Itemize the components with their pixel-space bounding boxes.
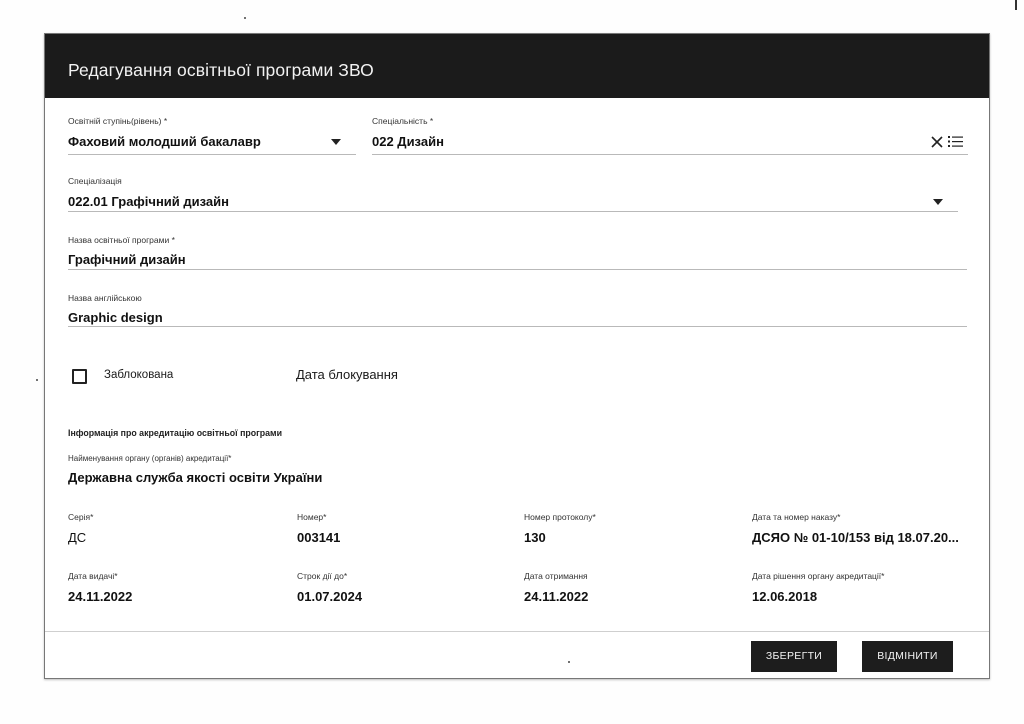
blocked-label: Заблокована <box>104 369 174 381</box>
education-level-select[interactable] <box>68 116 356 156</box>
received-date-value: 24.11.2022 <box>524 589 589 604</box>
accreditation-authority-label: Найменування органу (органів) акредитації* <box>68 454 232 463</box>
education-level-underline <box>68 154 356 155</box>
program-name-input[interactable] <box>68 235 967 271</box>
dialog-header <box>45 34 989 98</box>
close-icon[interactable] <box>930 135 944 149</box>
protocol-number-label: Номер протоколу* <box>524 512 596 522</box>
program-name-en-value: Graphic design <box>68 310 163 325</box>
specialization-label: Спеціалізація <box>68 176 122 186</box>
accreditation-authority-field <box>68 454 468 486</box>
received-date-label: Дата отримання <box>524 571 588 581</box>
scan-speck <box>244 17 246 19</box>
number-value: 003141 <box>297 530 341 545</box>
list-icon[interactable] <box>947 134 964 149</box>
save-button[interactable]: ЗБЕРЕГТИ <box>751 641 837 672</box>
issue-date-value: 24.11.2022 <box>68 589 133 604</box>
valid-until-value: 01.07.2024 <box>297 589 363 604</box>
issue-date-field <box>68 571 268 605</box>
series-field <box>68 512 268 546</box>
program-name-en-input[interactable] <box>68 293 967 329</box>
specialty-select[interactable] <box>372 116 968 156</box>
specialty-label: Спеціальність * <box>372 116 434 126</box>
scan-speck <box>36 379 38 381</box>
dialog-title: Редагування освітньої програми ЗВО <box>68 60 374 80</box>
cancel-button[interactable]: ВІДМІНИТИ <box>862 641 953 672</box>
specialization-value: 022.01 Графічний дизайн <box>68 194 230 209</box>
accreditation-section-title: Інформація про акредитацію освітньої програми <box>68 428 282 438</box>
valid-until-field <box>297 571 497 605</box>
program-name-en-underline <box>68 326 967 327</box>
program-name-en-label: Назва англійською <box>68 293 142 303</box>
program-name-label: Назва освітньої програми * <box>68 235 175 245</box>
decision-date-value: 12.06.2018 <box>752 589 818 604</box>
program-name-value: Графічний дизайн <box>68 252 186 267</box>
number-field <box>297 512 497 546</box>
chevron-down-icon[interactable] <box>331 139 341 145</box>
series-label: Серія* <box>68 512 94 522</box>
order-label: Дата та номер наказу* <box>752 512 841 522</box>
issue-date-label: Дата видачі* <box>68 571 118 581</box>
order-value: ДСЯО № 01-10/153 від 18.07.20... <box>752 530 959 545</box>
specialty-value: 022 Дизайн <box>372 134 444 149</box>
specialty-underline <box>372 154 968 155</box>
series-value: ДС <box>68 530 87 545</box>
valid-until-label: Строк дії до* <box>297 571 348 581</box>
program-name-underline <box>68 269 967 270</box>
scan-speck <box>568 661 570 663</box>
edge-mark <box>1015 0 1017 10</box>
received-date-field <box>524 571 724 605</box>
specialization-select[interactable] <box>68 176 958 214</box>
accreditation-authority-value: Державна служба якості освіти України <box>68 470 323 485</box>
blocked-checkbox[interactable] <box>72 369 87 384</box>
block-date-field[interactable]: Дата блокування <box>296 367 398 382</box>
chevron-down-icon[interactable] <box>933 199 943 205</box>
edit-program-dialog <box>44 33 990 679</box>
protocol-number-value: 130 <box>524 530 546 545</box>
decision-date-field <box>752 571 977 605</box>
order-field <box>752 512 977 546</box>
decision-date-label: Дата рішення органу акредитації* <box>752 571 885 581</box>
specialization-underline <box>68 211 958 212</box>
number-label: Номер* <box>297 512 327 522</box>
education-level-label: Освітній ступінь(рівень) * <box>68 116 168 126</box>
protocol-number-field <box>524 512 724 546</box>
footer-divider <box>45 631 989 632</box>
education-level-value: Фаховий молодший бакалавр <box>68 134 261 149</box>
